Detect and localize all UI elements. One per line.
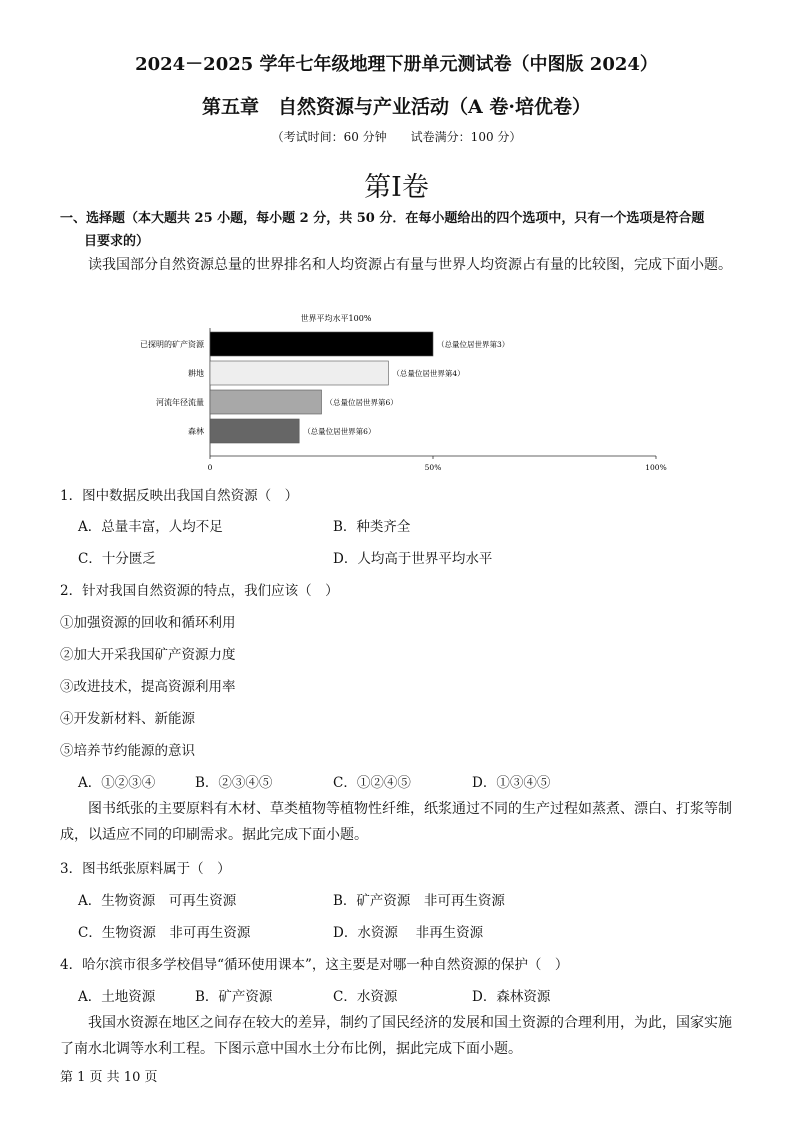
q1-option-b[interactable]: B．种类齐全	[333, 519, 411, 535]
q3-stem: 3．图书纸张原料属于（ ）	[60, 861, 231, 877]
chart-category-label: 已探明的矿产资源	[140, 340, 204, 349]
chart-title: 世界平均水平100%	[300, 314, 372, 323]
intro-paragraph-2: 图书纸张的主要原料有木材、草类植物等植物性纤维，纸浆通过不同的生产过程如蒸煮、漂白、打浆等制成，以适应不同的印刷需求。据此完成下面小题。	[60, 801, 732, 843]
q2-item-4: ④开发新材料、新能源	[60, 711, 195, 727]
q2-item-1: ①加强资源的回收和循环利用	[60, 615, 236, 631]
chart-category-label: 河流年径流量	[156, 398, 204, 407]
chart-bar	[210, 390, 322, 414]
q2-option-b[interactable]: B．②③④⑤	[195, 775, 273, 791]
exam-info: （考试时间：60 分钟 试卷满分：100 分）	[271, 130, 522, 144]
page-footer: 第 1 页 共 10 页	[60, 1070, 158, 1085]
q1-option-c[interactable]: C．十分匮乏	[78, 551, 156, 567]
chart-category-label: 森林	[188, 427, 204, 436]
chart-bar-annotation: （总量位居世界第6）	[303, 427, 376, 436]
q2-option-c[interactable]: C．①②④⑤	[333, 775, 411, 791]
q2-item-3: ③改进技术，提高资源利用率	[60, 679, 236, 695]
chart-category-label: 耕地	[188, 369, 204, 378]
intro-paragraph-1: 读我国部分自然资源总量的世界排名和人均资源占有量与世界人均资源占有量的比较图，完成下面小题。	[88, 257, 732, 273]
section-heading-line2: 目要求的）	[84, 234, 150, 249]
q2-option-a[interactable]: A．①②③④	[78, 775, 156, 791]
q2-stem: 2．针对我国自然资源的特点，我们应该（ ）	[60, 583, 339, 599]
chapter-subtitle: 第五章 自然资源与产业活动（A 卷·培优卷）	[202, 96, 591, 118]
q4-option-a[interactable]: A．土地资源	[78, 989, 156, 1005]
volume-heading: 第Ⅰ卷	[364, 172, 429, 203]
chart-bar	[210, 419, 299, 443]
q3-option-c[interactable]: C．生物资源 非可再生资源	[78, 925, 251, 941]
q2-option-d[interactable]: D．①③④⑤	[472, 775, 551, 791]
chart-bar	[210, 361, 388, 385]
q2-item-2: ②加大开采我国矿产资源力度	[60, 647, 236, 663]
intro-paragraph-3: 我国水资源在地区之间存在较大的差异，制约了国民经济的发展和国土资源的合理利用，为此，国家实施了南水北调等水利工程。下图示意中国水土分布比例，据此完成下面小题。	[60, 1015, 732, 1057]
q4-option-b[interactable]: B．矿产资源	[195, 989, 273, 1005]
q3-option-b[interactable]: B．矿产资源 非可再生资源	[333, 893, 505, 909]
q4-option-d[interactable]: D．森林资源	[472, 989, 551, 1005]
resource-bar-chart	[110, 308, 670, 478]
q1-option-d[interactable]: D．人均高于世界平均水平	[333, 551, 493, 567]
chart-bar-annotation: （总量位居世界第3）	[437, 340, 510, 349]
q1-stem: 1．图中数据反映出我国自然资源（ ）	[60, 488, 299, 504]
q4-option-c[interactable]: C．水资源	[333, 989, 398, 1005]
section-heading-line1: 一、选择题（本大题共 25 小题，每小题 2 分，共 50 分．在每小题给出的四个选项中，只有一个选项是符合题	[60, 211, 705, 226]
q3-option-a[interactable]: A．生物资源 可再生资源	[78, 893, 237, 909]
q3-option-d[interactable]: D．水资源 非再生资源	[333, 925, 484, 941]
chart-x-tick-label: 0	[207, 463, 213, 472]
chart-x-tick-label: 50%	[424, 463, 442, 472]
chart-x-tick-label: 100%	[645, 463, 667, 472]
q4-stem: 4．哈尔滨市很多学校倡导“循环使用课本”，这主要是对哪一种自然资源的保护（ ）	[60, 957, 569, 973]
exam-title: 2024－2025 学年七年级地理下册单元测试卷（中图版 2024）	[135, 54, 658, 75]
chart-bar	[210, 332, 433, 356]
chart-bar-annotation: （总量位居世界第4）	[392, 369, 465, 378]
chart-bar-annotation: （总量位居世界第6）	[325, 398, 398, 407]
q2-item-5: ⑤培养节约能源的意识	[60, 743, 195, 759]
q1-option-a[interactable]: A．总量丰富，人均不足	[78, 519, 223, 535]
